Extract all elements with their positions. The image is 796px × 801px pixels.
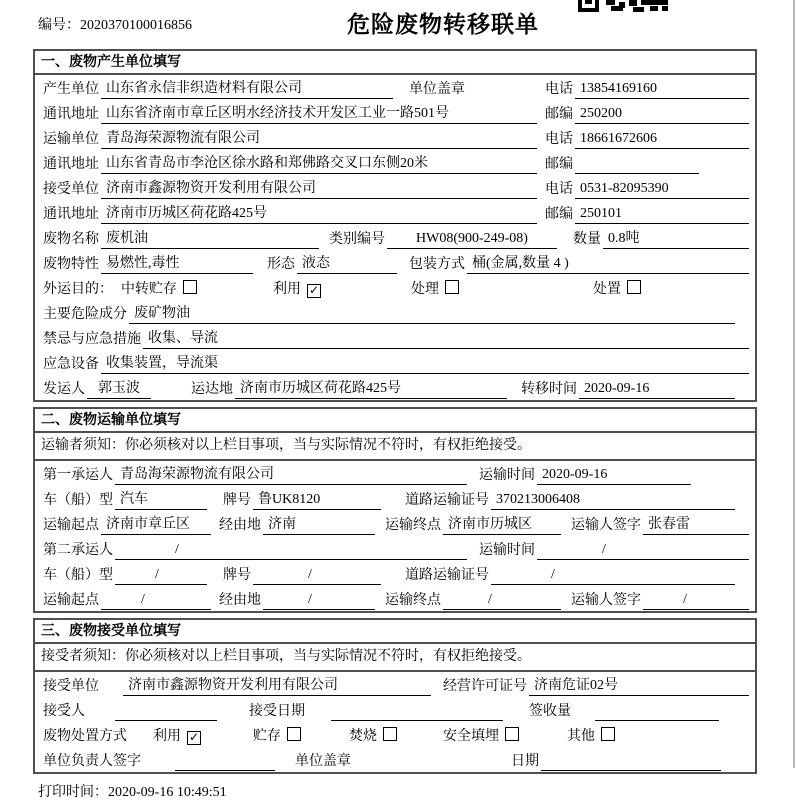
row-accept bbox=[35, 697, 755, 722]
route2-via: / bbox=[263, 591, 375, 610]
row-hazard-component bbox=[35, 300, 755, 325]
checkbox-disposal-other bbox=[601, 727, 615, 741]
form-label: 形态 bbox=[267, 257, 295, 272]
option-utilize bbox=[273, 281, 321, 299]
responsible-signature bbox=[175, 752, 275, 771]
page-right-edge bbox=[793, 0, 795, 768]
section-producer bbox=[33, 49, 757, 402]
permit-value: 济南危证02号 bbox=[529, 677, 749, 696]
disposal-option-other bbox=[567, 727, 615, 746]
permit-label: 经营许可证号 bbox=[443, 679, 527, 694]
origin-label: 运输起点 bbox=[43, 593, 99, 608]
via-label: 经由地 bbox=[219, 518, 261, 533]
transporter-label: 运输单位 bbox=[43, 132, 99, 147]
row-emergency-measures bbox=[35, 325, 755, 350]
row-transfer-purpose bbox=[35, 275, 755, 300]
disposal-landfill-label: 安全填埋 bbox=[443, 729, 499, 744]
address-label: 通讯地址 bbox=[43, 157, 99, 172]
via-label: 经由地 bbox=[219, 593, 261, 608]
address-label: 通讯地址 bbox=[43, 207, 99, 222]
vehicle2-type: / bbox=[115, 566, 207, 585]
receiver-phone: 0531-82095390 bbox=[575, 180, 749, 199]
form-value: 液态 bbox=[297, 255, 397, 274]
checkbox-dispose bbox=[627, 280, 641, 294]
row-receiver-address bbox=[35, 200, 755, 225]
row-second-carrier bbox=[35, 536, 755, 561]
checkbox-treat bbox=[445, 280, 459, 294]
transporter-notice: 运输者须知：你必须核对以上栏目事项，当与实际情况不符时，有权拒绝接受。 bbox=[35, 433, 755, 461]
route2-signature: / bbox=[643, 591, 749, 610]
serial-label: 编号： bbox=[38, 18, 80, 33]
row-signoff bbox=[35, 747, 755, 772]
zip-label: 邮编 bbox=[545, 107, 573, 122]
zip-label: 邮编 bbox=[545, 207, 573, 222]
checkbox-transfer-storage bbox=[183, 280, 197, 294]
receiver-value: 济南市鑫源物资开发利用有限公司 bbox=[101, 180, 537, 199]
carrier-sign-label: 运输人签字 bbox=[571, 518, 641, 533]
row-route2 bbox=[35, 586, 755, 611]
form-title: 危险废物转移联单 bbox=[347, 11, 539, 37]
checkbox-disposal-utilize: ✓ bbox=[188, 730, 200, 744]
qr-code-icon bbox=[578, 0, 668, 12]
manifest-form bbox=[33, 49, 757, 774]
accept-amount bbox=[595, 702, 719, 721]
quantity-label: 数量 bbox=[573, 232, 601, 247]
disposal-other-label: 其他 bbox=[567, 729, 595, 744]
option-dispose-label: 处置 bbox=[593, 282, 621, 297]
section-transporter bbox=[33, 407, 757, 613]
route1-via: 济南 bbox=[263, 516, 375, 535]
emergency-measures-value: 收集、导流 bbox=[143, 330, 749, 349]
transporter-phone: 18661672606 bbox=[575, 130, 749, 149]
row-emergency-equipment bbox=[35, 350, 755, 375]
transport-time-label: 运输时间 bbox=[479, 543, 535, 558]
row-waste-name bbox=[35, 225, 755, 250]
row-route1 bbox=[35, 511, 755, 536]
row-producer-address bbox=[35, 100, 755, 125]
disposal-option-utilize bbox=[153, 728, 201, 746]
row-transporter-address bbox=[35, 150, 755, 175]
accept-amount-label: 签收量 bbox=[529, 704, 571, 719]
row-waste-traits bbox=[35, 250, 755, 275]
packing-label: 包装方式 bbox=[409, 257, 465, 272]
waste-quantity: 0.8吨 bbox=[603, 230, 749, 249]
disposal-method-label: 废物处置方式 bbox=[43, 729, 127, 744]
road-permit-label: 道路运输证号 bbox=[405, 568, 489, 583]
disposal-store-label: 贮存 bbox=[253, 729, 281, 744]
option-treat bbox=[411, 280, 459, 299]
waste-category: HW08(900-249-08) bbox=[387, 230, 557, 249]
destination-label: 运输终点 bbox=[385, 593, 441, 608]
section-receiver bbox=[33, 618, 757, 774]
checkbox-utilize: ✓ bbox=[308, 283, 320, 297]
route2-origin: / bbox=[101, 591, 211, 610]
phone-label: 电话 bbox=[545, 182, 573, 197]
accept-date-label: 接受日期 bbox=[249, 704, 305, 719]
receiver-label: 接受单位 bbox=[43, 182, 99, 197]
route1-origin: 济南市章丘区 bbox=[101, 516, 211, 535]
checkbox-disposal-store bbox=[287, 727, 301, 741]
receiving-unit-label: 接受单位 bbox=[43, 679, 99, 694]
producer-phone: 13854169160 bbox=[575, 80, 749, 99]
section2-header: 二、废物运输单位填写 bbox=[35, 409, 755, 433]
first-transport-time: 2020-09-16 bbox=[537, 466, 691, 485]
traits-value: 易燃性,毒性 bbox=[101, 255, 253, 274]
vehicle2-permit: / bbox=[491, 566, 735, 585]
checkbox-disposal-landfill bbox=[505, 727, 519, 741]
checkbox-disposal-incinerate bbox=[383, 727, 397, 741]
option-treat-label: 处理 bbox=[411, 282, 439, 297]
receiver-address: 济南市历城区荷花路425号 bbox=[101, 205, 537, 224]
seal-label: 单位盖章 bbox=[409, 82, 465, 97]
unit-seal-label: 单位盖章 bbox=[295, 754, 351, 769]
transport-time-label: 运输时间 bbox=[479, 468, 535, 483]
accept-date bbox=[331, 702, 503, 721]
producer-value: 山东省永信非织造材料有限公司 bbox=[101, 80, 393, 99]
transporter-value: 青岛海荣源物流有限公司 bbox=[101, 130, 537, 149]
print-time-value: 2020-09-16 10:49:51 bbox=[108, 785, 227, 800]
disposal-incinerate-label: 焚烧 bbox=[349, 729, 377, 744]
accept-person-label: 接受人 bbox=[43, 704, 85, 719]
row-receiving-unit bbox=[35, 672, 755, 697]
plate-label: 牌号 bbox=[223, 568, 251, 583]
hazard-value: 废矿物油 bbox=[129, 305, 735, 324]
plate-label: 牌号 bbox=[223, 493, 251, 508]
document-header bbox=[0, 0, 796, 44]
waste-name-label: 废物名称 bbox=[43, 232, 99, 247]
carrier-sign-label: 运输人签字 bbox=[571, 593, 641, 608]
responsible-sign-label: 单位负责人签字 bbox=[43, 754, 141, 769]
print-time-label: 打印时间： bbox=[38, 785, 108, 800]
vehicle-type-label: 车（船）型 bbox=[43, 493, 113, 508]
serial-number: 2020370100016856 bbox=[80, 18, 192, 33]
waste-name: 废机油 bbox=[101, 230, 319, 249]
vehicle1-permit: 370213006408 bbox=[491, 491, 735, 510]
road-permit-label: 道路运输证号 bbox=[405, 493, 489, 508]
print-time-line bbox=[38, 781, 796, 801]
row-vehicle1 bbox=[35, 486, 755, 511]
vehicle2-plate: / bbox=[253, 566, 381, 585]
disposal-utilize-label: 利用 bbox=[153, 729, 181, 744]
hazard-label: 主要危险成分 bbox=[43, 307, 127, 322]
origin-label: 运输起点 bbox=[43, 518, 99, 533]
receiver-notice: 接受者须知：你必须核对以上栏目事项，当与实际情况不符时，有权拒绝接受。 bbox=[35, 644, 755, 672]
route1-destination: 济南市历城区 bbox=[443, 516, 561, 535]
section1-header: 一、废物产生单位填写 bbox=[35, 51, 755, 75]
emergency-equipment-value: 收集装置，导流渠 bbox=[101, 355, 749, 374]
producer-address: 山东省济南市章丘区明水经济技术开发区工业一路501号 bbox=[101, 105, 537, 124]
dispatcher-label: 发运人 bbox=[43, 382, 85, 397]
option-dispose bbox=[593, 280, 641, 299]
receiving-unit-value: 济南市鑫源物资开发利用有限公司 bbox=[123, 677, 431, 696]
first-carrier-label: 第一承运人 bbox=[43, 468, 113, 483]
option-transfer-storage-label: 中转贮存 bbox=[121, 282, 177, 297]
route2-destination: / bbox=[443, 591, 561, 610]
disposal-option-incinerate bbox=[349, 727, 397, 746]
route1-signature: 张春雷 bbox=[643, 516, 749, 535]
emergency-equipment-label: 应急设备 bbox=[43, 357, 99, 372]
disposal-option-landfill bbox=[443, 727, 519, 746]
destination-value: 济南市历城区荷花路425号 bbox=[235, 380, 507, 399]
packing-value: 桶(金属,数量 4 ) bbox=[467, 255, 749, 274]
vehicle1-type: 汽车 bbox=[115, 491, 207, 510]
zip-label: 邮编 bbox=[545, 157, 573, 172]
accept-person bbox=[115, 702, 217, 721]
option-transfer-storage bbox=[121, 280, 197, 299]
emergency-measures-label: 禁忌与应急措施 bbox=[43, 332, 141, 347]
signoff-date bbox=[541, 752, 721, 771]
receiver-zip: 250101 bbox=[575, 205, 749, 224]
second-transport-time: / bbox=[537, 541, 749, 560]
signoff-date-label: 日期 bbox=[511, 754, 539, 769]
first-carrier-value: 青岛海荣源物流有限公司 bbox=[115, 466, 467, 485]
category-label: 类别编号 bbox=[329, 232, 385, 247]
second-carrier-value: / bbox=[115, 541, 467, 560]
disposal-option-store bbox=[253, 727, 301, 746]
producer-label: 产生单位 bbox=[43, 82, 99, 97]
address-label: 通讯地址 bbox=[43, 107, 99, 122]
row-vehicle2 bbox=[35, 561, 755, 586]
option-utilize-label: 利用 bbox=[273, 282, 301, 297]
row-disposal-method bbox=[35, 722, 755, 747]
section3-header: 三、废物接受单位填写 bbox=[35, 620, 755, 644]
row-transporter bbox=[35, 125, 755, 150]
transporter-zip bbox=[575, 155, 699, 174]
phone-label: 电话 bbox=[545, 82, 573, 97]
row-dispatch bbox=[35, 375, 755, 400]
phone-label: 电话 bbox=[545, 132, 573, 147]
destination-label: 运输终点 bbox=[385, 518, 441, 533]
destination-label: 运达地 bbox=[191, 382, 233, 397]
transporter-address: 山东省青岛市李沧区徐水路和郑佛路交叉口东侧20米 bbox=[101, 155, 537, 174]
row-receiver bbox=[35, 175, 755, 200]
traits-label: 废物特性 bbox=[43, 257, 99, 272]
vehicle-type-label: 车（船）型 bbox=[43, 568, 113, 583]
transfer-time: 2020-09-16 bbox=[579, 380, 735, 399]
second-carrier-label: 第二承运人 bbox=[43, 543, 113, 558]
row-first-carrier bbox=[35, 461, 755, 486]
transfer-time-label: 转移时间 bbox=[521, 382, 577, 397]
purpose-label: 外运目的： bbox=[43, 282, 113, 297]
row-producer bbox=[35, 75, 755, 100]
dispatcher-name: 郭玉波 bbox=[87, 380, 151, 399]
producer-zip: 250200 bbox=[575, 105, 749, 124]
vehicle1-plate: 鲁UK8120 bbox=[253, 491, 381, 510]
